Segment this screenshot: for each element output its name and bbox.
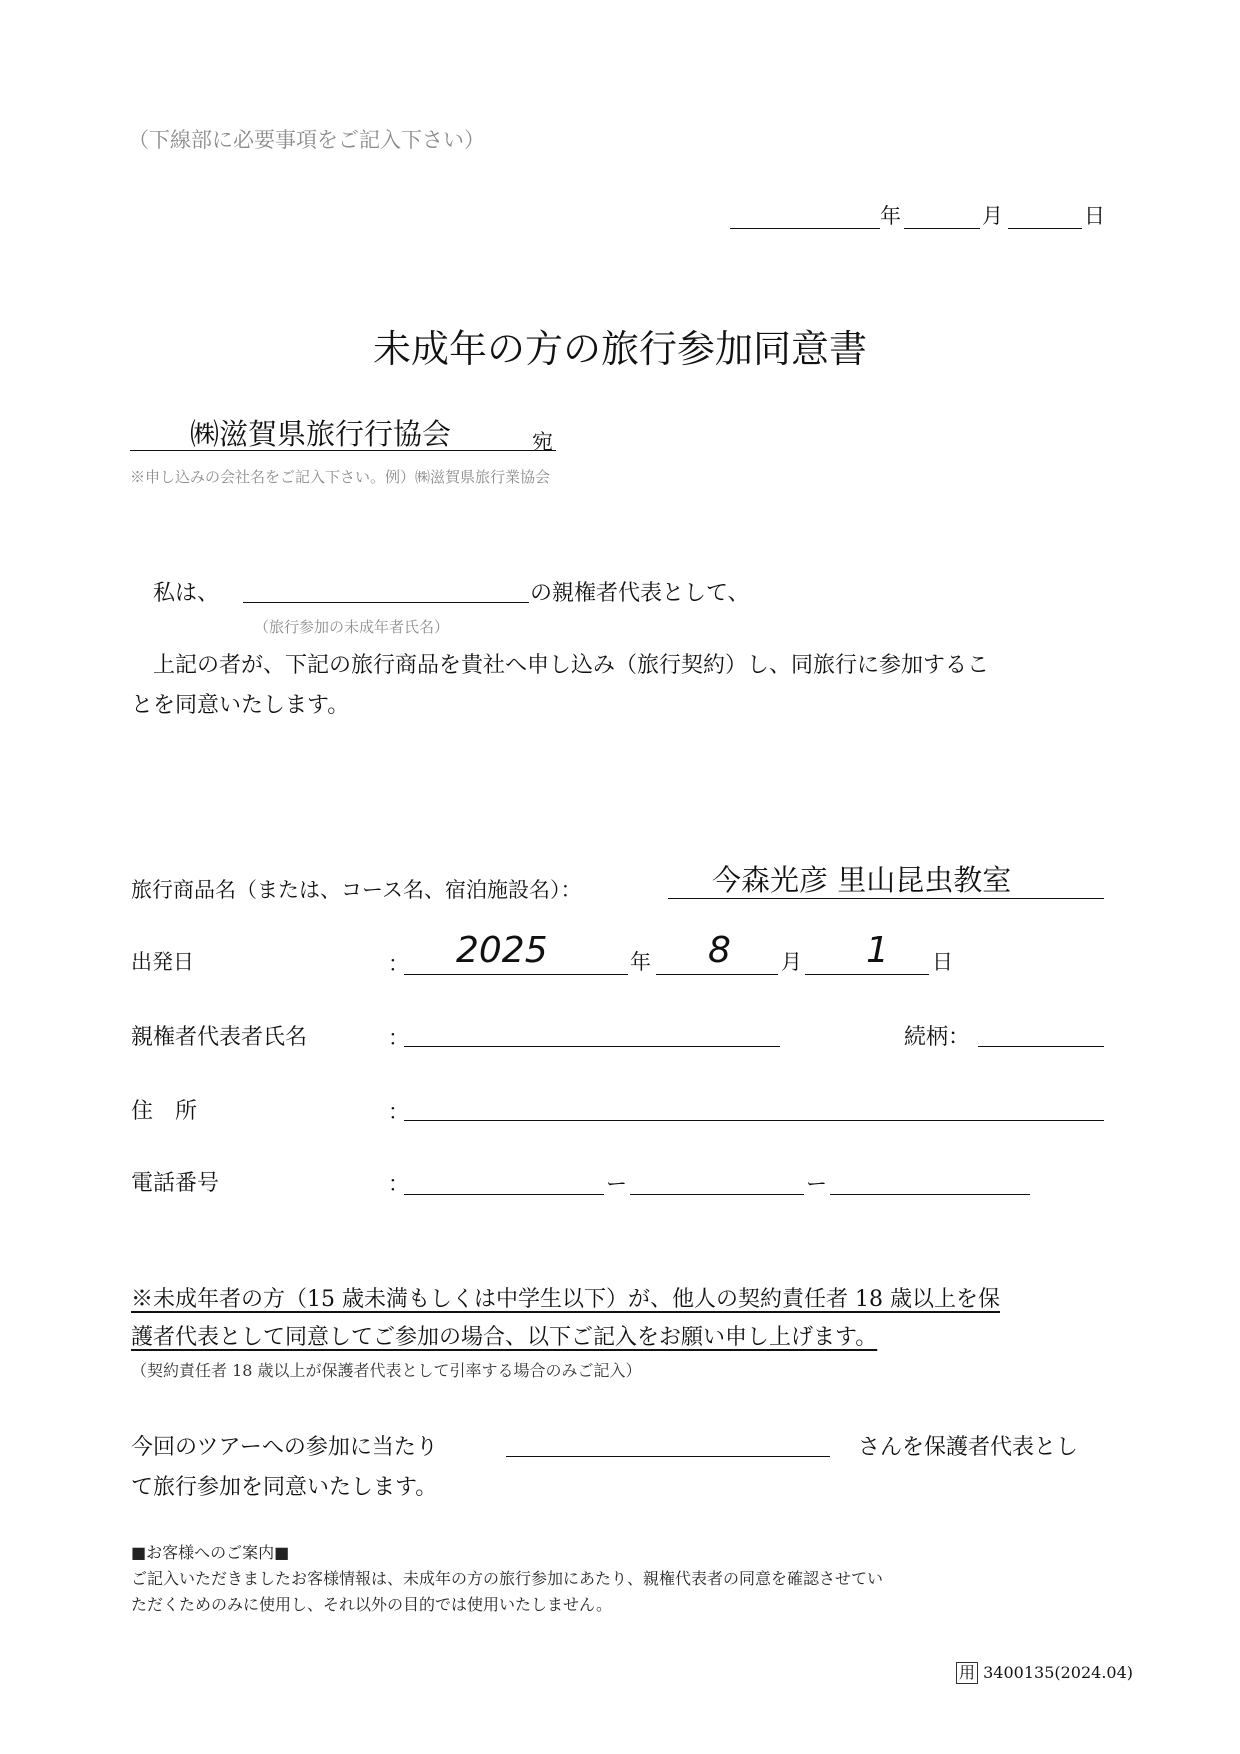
departure-day-underline [805,974,929,975]
departure-year-label: 年 [630,950,651,974]
addressee-note: ※申し込みの会社名をご記入下さい。例）㈱滋賀県旅行業協会 [130,468,551,486]
address-colon: ： [388,1100,409,1124]
guide-line1: ご記入いただきましたお客様情報は、未成年の方の旅行参加にあたり、親権代表者の同意を確認させてい [131,1569,884,1588]
phone-colon: ： [388,1172,409,1196]
product-value[interactable]: 今森光彦 里山昆虫教室 [712,863,1012,897]
departure-month-value[interactable]: 8 [708,930,731,971]
statement-line1: 上記の者が、下記の旅行商品を貴社へ申し込み（旅行契約）し、同旅行に参加するこ [153,653,990,678]
page-title: 未成年の方の旅行参加同意書 [372,327,867,371]
departure-month-underline [656,974,778,975]
statement-suffix: の親権者代表として、 [530,581,750,606]
departure-day-value[interactable]: 1 [866,930,889,971]
phone-dash-2: ー [806,1172,827,1196]
departure-label: 出発日 [131,950,194,974]
product-underline [668,898,1104,899]
consent-suffix: さんを保護者代表とし [858,1435,1079,1460]
address-label: 住 所 [131,1099,198,1124]
date-day-label: 日 [1084,204,1105,228]
minor-name-caption: （旅行参加の未成年者氏名） [254,618,450,636]
departure-day-label: 日 [932,950,953,974]
addressee-underline[interactable] [130,450,556,451]
departure-colon: ： [388,952,409,976]
addressee-company: ㈱滋賀県旅行行協会 [190,417,452,451]
date-year-label: 年 [880,204,901,228]
minor-name-blank[interactable] [243,602,529,603]
stamp-box: 用 [956,1662,978,1684]
statement-line2: とを同意いたします。 [131,693,350,718]
departure-year-value[interactable]: 2025 [456,930,548,971]
guardian-colon: ： [388,1026,409,1050]
product-label: 旅行商品名（または、コース名、宿泊施設名）： [131,878,582,902]
notice-line1: ※未成年者の方（15 歳未満もしくは中学生以下）が、他人の契約責任者 18 歳以上を保 [131,1287,1000,1312]
date-day-blank[interactable] [1008,228,1082,229]
form-code-text: 3400135(2024.04) [983,1663,1134,1682]
date-year-blank[interactable] [730,228,880,229]
guardian-rep-name-blank[interactable] [506,1456,830,1457]
notice-sub: （契約責任者 18 歳以上が保護者代表として引率する場合のみご記入） [131,1361,642,1380]
guardian-name-blank[interactable] [404,1046,780,1047]
consent-line2: て旅行参加を同意いたします。 [131,1475,438,1500]
phone-part2-blank[interactable] [630,1194,804,1195]
statement-prefix: 私は、 [153,581,220,606]
consent-prefix: 今回のツアーへの参加に当たり [131,1435,438,1460]
phone-part1-blank[interactable] [404,1194,604,1195]
notice-line2: 護者代表として同意してご参加の場合、以下ご記入をお願い申し上げます。 [131,1325,878,1350]
departure-month-label: 月 [781,950,802,974]
date-month-label: 月 [982,204,1003,228]
guardian-label: 親権者代表者氏名 [131,1025,308,1050]
form-code [956,1662,1133,1684]
phone-label: 電話番号 [131,1171,220,1196]
departure-year-underline [404,974,628,975]
relation-blank[interactable] [978,1046,1104,1047]
address-blank[interactable] [404,1120,1104,1121]
instruction-note: （下線部に必要事項をご記入下さい） [128,128,485,152]
addressee-suffix: 宛 [532,430,553,454]
date-month-blank[interactable] [904,228,980,229]
guide-line2: ただくためのみに使用し、それ以外の目的では使用いたしません。 [131,1595,612,1614]
relation-label: 続柄： [904,1025,971,1050]
phone-part3-blank[interactable] [830,1194,1030,1195]
guide-heading: ■お客様へのご案内■ [131,1543,290,1562]
phone-dash-1: ー [606,1172,627,1196]
